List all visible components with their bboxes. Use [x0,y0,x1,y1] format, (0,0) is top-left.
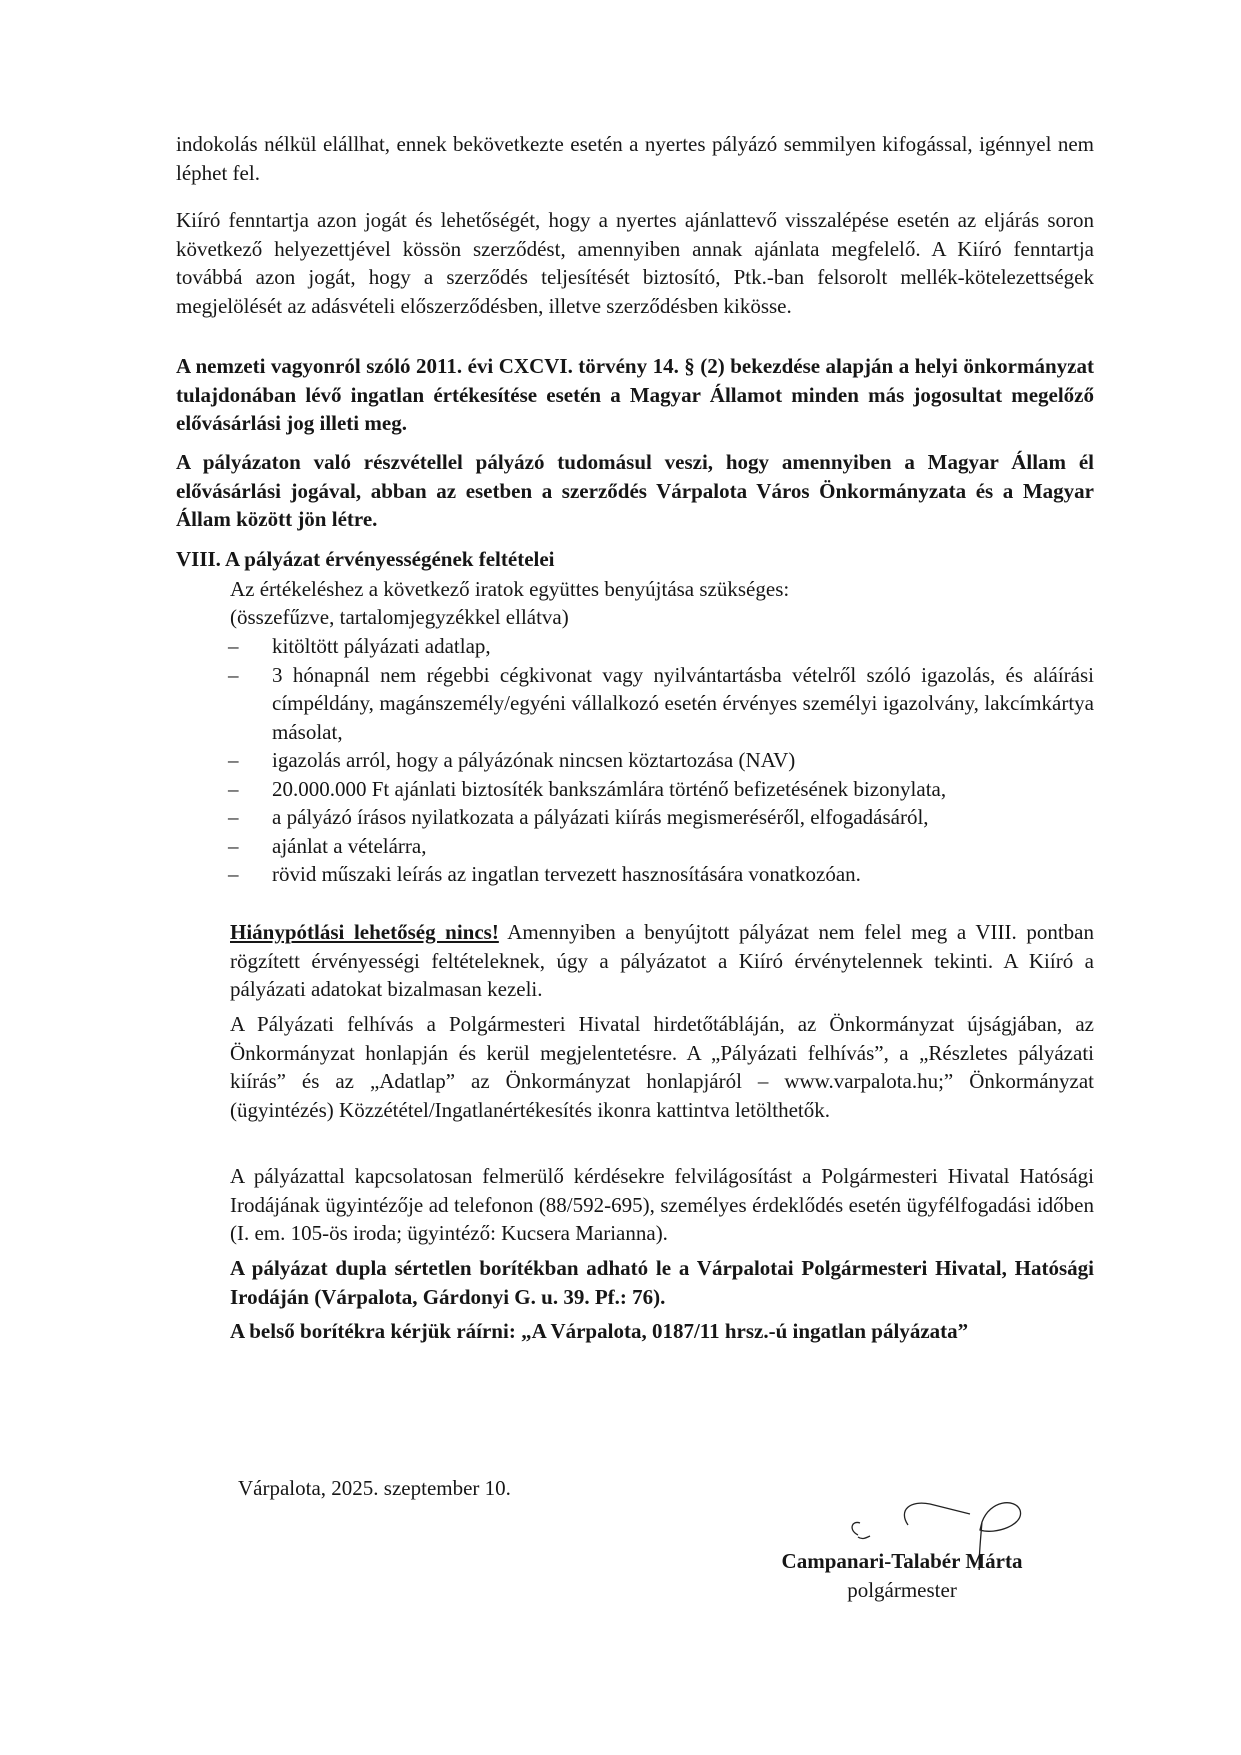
paragraph-withdrawal: indokolás nélkül elállhat, ennek bekövetkezte esetén a nyertes pályázó semmilyen kifogással, igénnyel nem léphet fel. [176,132,1094,185]
dash-bullet-icon: – [228,805,239,829]
required-documents-list [228,632,1094,889]
paragraph-submission: A pályázat dupla sértetlen borítékban adható le a Várpalotai Polgármesteri Hivatal, Hatósági Irodáján (Várpalota, Gárdonyi G. u. 39. Pf.: 76). [230,1256,1094,1309]
signatory-title: polgármester [847,1578,957,1602]
section-heading: VIII. A pályázat érvényességének feltételei [176,547,555,571]
place-and-date: Várpalota, 2025. szeptember 10. [238,1476,511,1500]
paragraph-publication: A Pályázati felhívás a Polgármesteri Hivatal hirdetőtábláján, az Önkormányzat újságjában, az Önkormányzat honlapján és kerül megjelentetésre. A „Pályázati felhívás”, a „Részletes pályázati kiírás” és az „Adatlap” az Önkormányzat honlapjáról – www.varpalota.hu;” Önkormányzat (ügyintézés) Közzététel/Ingatlanértékesítés ikonra kattintva letölthetők. [230,1012,1094,1122]
list-item: – 3 hónapnál nem régebbi cégkivonat vagy nyilvántartásba vételről szóló igazolás, és aláírási címpéldány, magánszemély/egyéni vállalkozó esetén érvényes személyi igazolvány, lakcímkártya másolat, [228,662,1094,744]
signatory-name: Campanari-Talabér Márta [781,1549,1023,1573]
list-item: – kitöltött pályázati adatlap, [228,632,1094,661]
section-intro-line1: Az értékeléshez a következő iratok együttes benyújtása szükséges: [230,577,790,601]
list-item: – rövid műszaki leírás az ingatlan tervezett hasznosítására vonatkozóan. [228,860,1094,889]
dash-bullet-icon: – [228,862,239,886]
section-intro-line2: (összefűzve, tartalomjegyzékkel ellátva) [230,605,569,629]
dash-bullet-icon: – [228,833,239,858]
dash-bullet-icon: – [228,662,239,687]
dash-bullet-icon: – [228,748,239,772]
list-item: – 20.000.000 Ft ajánlati biztosíték bankszámlára történő befizetésének bizonylata, [228,775,1094,804]
list-item: – a pályázó írásos nyilatkozata a pályázati kiírás megismeréséről, elfogadásáról, [228,803,1094,832]
dash-bullet-icon: – [228,776,239,801]
paragraph-state-contract: A pályázaton való részvétellel pályázó tudomásul veszi, hogy amennyiben a Magyar Állam él elővásárlási jogával, abban az esetben a szerződés Várpalota Város Önkormányzata és a Magyar Állam között jön létre. [176,450,1094,531]
paragraph-reserve-rights: Kiíró fenntartja azon jogát és lehetőségét, hogy a nyertes ajánlattevő visszalépése esetén az eljárás soron következő helyezettjével kössön szerződést, amennyiben annak ajánlata megfelelő. A Kiíró fenntartja továbbá azon jogát, hogy a szerződés teljesítését biztosító, Ptk.-ban felsorolt mellék-kötelezettségek megjelölését az adásvételi előszerződésben, illetve szerződésben kikösse. [176,208,1094,318]
list-item: – ajánlat a vételárra, [228,832,1094,861]
paragraph-no-supplement: Hiánypótlási lehetőség nincs! Amennyiben a benyújtott pályázat nem felel meg a VIII. pontban rögzített érvényességi feltételeknek, úgy a pályázatot a Kiíró érvénytelennek tekinti. A Kiíró a pályázati adatokat bizalmasan kezeli. [230,920,1094,1001]
list-item: – igazolás arról, hogy a pályázónak nincsen köztartozása (NAV) [228,746,1094,775]
paragraph-envelope-label: A belső borítékra kérjük ráírni: „A Várpalota, 0187/11 hrsz.-ú ingatlan pályázata” [230,1319,969,1343]
no-supplement-notice: Hiánypótlási lehetőség nincs! [230,920,499,944]
paragraph-preemption-right: A nemzeti vagyonról szóló 2011. évi CXCVI. törvény 14. § (2) bekezdése alapján a helyi önkormányzat tulajdonában lévő ingatlan értékesítése esetén a Magyar Államot minden más jogosultat megelőző elővásárlási jog illeti meg. [176,354,1094,435]
dash-bullet-icon: – [228,634,239,658]
paragraph-contact: A pályázattal kapcsolatosan felmerülő kérdésekre felvilágosítást a Polgármesteri Hivatal Hatósági Irodájának ügyintézője ad telefonon (88/592-695), személyes érdeklődés esetén ügyfélfogadási időben (I. em. 105-ös iroda; ügyintéző: Kucsera Marianna). [230,1164,1094,1245]
